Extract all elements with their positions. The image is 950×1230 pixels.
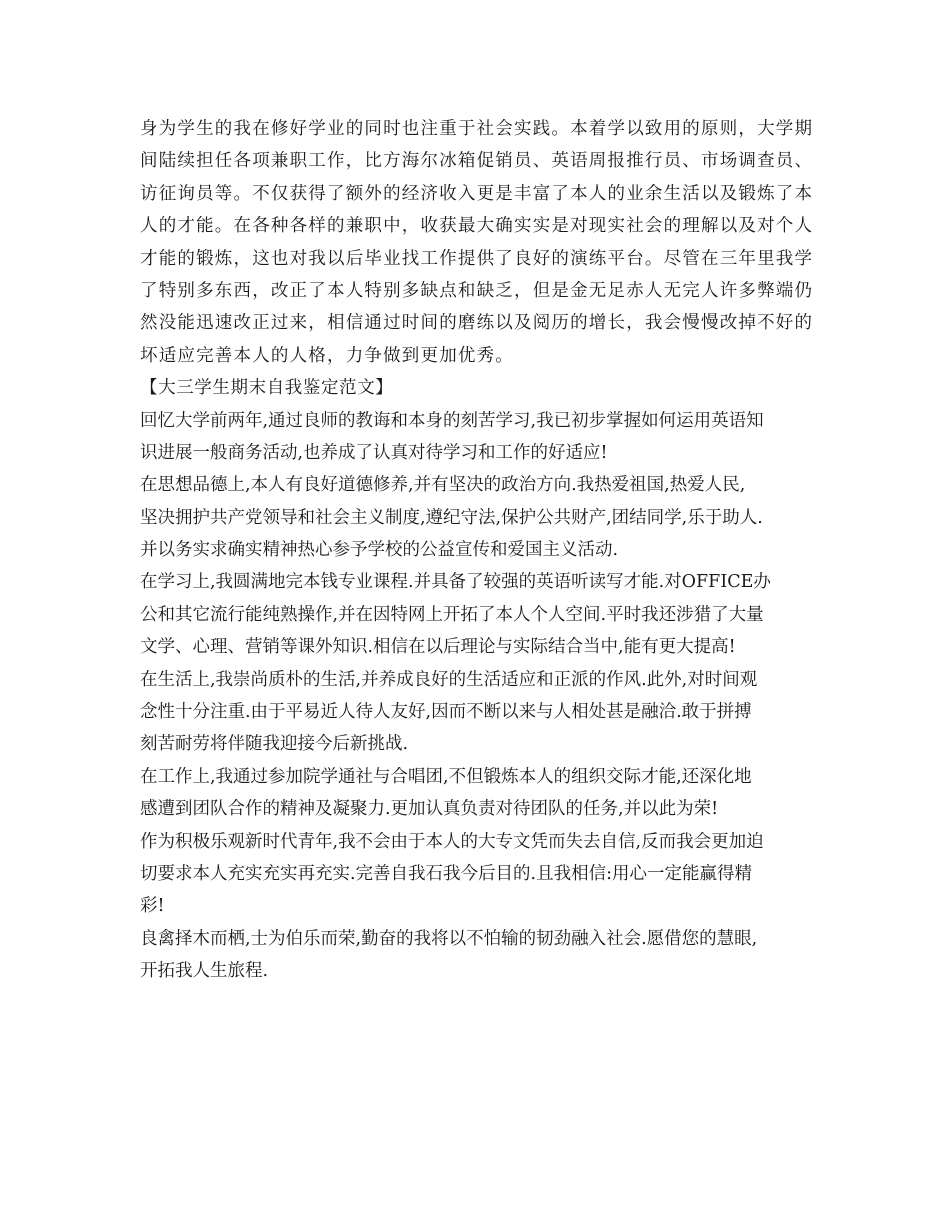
body-line: 在学习上,我圆满地完本钱专业课程.并具备了较强的英语听读写才能.对OFFICE办 [140,572,771,593]
intro-line: 访征询员等。不仅获得了额外的经济收入更是丰富了本人的业余生活以及锻炼了本 [140,183,814,204]
body-line: 公和其它流行能纯熟操作,并在因特网上开拓了本人个人空间.平时我还涉猎了大量 [140,604,764,625]
intro-line: 了特别多东西，改正了本人特别多缺点和缺乏，但是金无足赤人无完人许多弊端仍 [140,280,814,301]
intro-line: 间陆续担任各项兼职工作，比方海尔冰箱促销员、英语周报推行员、市场调查员、 [140,151,814,172]
body-line: 在思想品德上,本人有良好道德修养,并有坚决的政治方向.我热爱祖国,热爱人民, [140,475,746,496]
intro-line: 人的才能。在各种各样的兼职中，收获最大确实实是对现实社会的理解以及对个人 [140,216,814,237]
intro-line: 然没能迅速改正过来，相信通过时间的磨练以及阅历的增长，我会慢慢改掉不好的 [140,313,814,334]
body-line: 感遭到团队合作的精神及凝聚力.更加认真负责对待团队的任务,并以此为荣! [140,799,719,820]
document-body [140,113,820,988]
body-line: 并以务实求确实精神热心参予学校的公益宣传和爱国主义活动. [140,540,619,561]
body-line: 作为积极乐观新时代青年,我不会由于本人的大专文凭而失去自信,反而我会更加迫 [140,831,764,852]
section-heading: 【大三学生期末自我鉴定范文】 [140,378,394,399]
body-line: 识进展一般商务活动,也养成了认真对待学习和工作的好适应! [140,442,608,463]
intro-paragraph [140,113,820,372]
body-line: 在生活上,我崇尚质朴的生活,并养成良好的生活适应和正派的作风.此外,对时间观 [140,669,758,690]
body-line: 念性十分注重.由于平易近人待人友好,因而不断以来与人相处甚是融洽.敢于拼搏 [140,702,752,723]
body-line: 在工作上,我通过参加院学通社与合唱团,不但锻炼本人的组织交际才能,还深化地 [140,766,752,787]
intro-line: 才能的锻炼，这也对我以后毕业找工作提供了良好的演练平台。尽管在三年里我学 [140,248,814,269]
intro-line: 坏适应完善本人的人格，力争做到更加优秀。 [140,345,514,366]
body-line: 彩! [140,896,165,917]
intro-line: 身为学生的我在修好学业的同时也注重于社会实践。本着学以致用的原则，大学期 [140,119,814,139]
body-line: 坚决拥护共产党领导和社会主义制度,遵纪守法,保护公共财产,团结同学,乐于助人. [140,507,763,528]
body-line: 开拓我人生旅程. [140,961,269,982]
body-line: 文学、心理、营销等课外知识.相信在以后理论与实际结合当中,能有更大提高! [140,637,736,658]
body-line: 刻苦耐劳将伴随我迎接今后新挑战. [140,734,409,755]
body-line: 回忆大学前两年,通过良师的教诲和本身的刻苦学习,我已初步掌握如何运用英语知 [140,410,764,431]
body-line: 良禽择木而栖,士为伯乐而荣,勤奋的我将以不怕输的韧劲融入社会.愿借您的慧眼, [140,928,758,949]
body-line: 切要求本人充实充实再充实.完善自我石我今后目的.且我相信:用心一定能赢得精 [140,863,753,884]
body-paragraphs [140,405,820,988]
